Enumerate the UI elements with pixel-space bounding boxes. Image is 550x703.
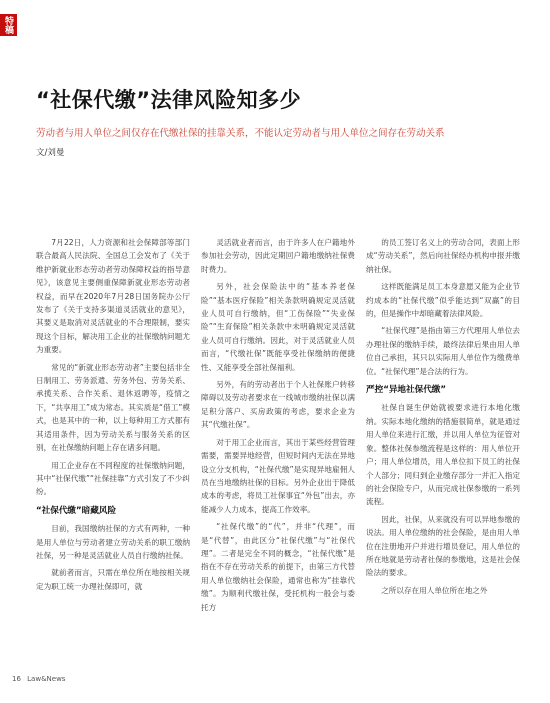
paragraph: 另外，有的劳动者出于个人社保账户转移障碍以及劳动者要求在一线城市缴纳社保以满足积分落户、买房政策的考虑，要求企业为其“代缴社保”。 [201,380,355,430]
paragraph: 灵活就业者而言，由于许多人在户籍地外参加社会劳动，因此定期回户籍地缴纳社保费时费力。 [201,238,355,274]
text-column-2 [201,236,355,618]
section-heading: 严控“异地社保代缴” [366,385,447,396]
article-title: “社保代缴”法律风险知多少 [36,88,302,112]
paragraph: 因此，社保，从来就没有可以异地参缴的说法。用人单位缴纳的社会保险，是由用人单位在注册地开户并进行增员登记，用人单位的所在地就是劳动者社保的参缴地，这是社会保险法的要求。 [366,514,520,578]
paragraph: 之所以存在用人单位所在地之外 [381,585,488,595]
paragraph: 7月22日，人力资源和社会保障部等部门联合最高人民法院、全国总工会发布了《关于维护新就业形态劳动者劳动保障权益的指导意见》，该意见主要侧重保障新就业形态劳动者权益，而早在2020年7月28日国务院办公厅发布了《关于支持多渠道灵活就业的意见》，其要义是取消对灵活就业的不合理限制，要实现这个目标，解决用工企业的社保缴纳问题尤为重要。 [36,238,190,355]
paragraph: “社保代缴”的“代”，并非“代理”，而是“代替”，由此区分“社保代缴”与“社保代理”。二者是完全不同的概念，“社保代缴”是指在不存在劳动关系的前提下，由第三方代替用人单位缴纳社会保险，通常也称为“挂靠代缴”。为顺利代缴社保，受托机构一般会与委托方 [201,522,355,612]
section-tab: 特稿 [0,14,17,36]
text-column-3 [366,236,520,601]
magazine-name: Law&News [27,675,66,683]
paragraph: 社保自诞生伊始就被要求进行本地化缴纳。实际本地化缴纳的措施很简单，就是通过用人单位来进行汇缴，并以用人单位为征管对象。整体社保参缴流程是这样的：用人单位开户；用人单位增员，用人单位扣下员工的社保个人部分；同归到企业缴存部分一并汇入指定的社会保险专户，从而完成社保参缴的一系列流程。 [366,403,520,507]
paragraph: 目前，我国缴纳社保的方式有两种，一种是用人单位与劳动者建立劳动关系的职工缴纳社保，另一种是灵活就业人员自行缴纳社保。 [36,524,190,560]
article-author: 文/刘曼 [36,148,65,158]
paragraph: 另外，社会保险法中的“基本养老保险”“基本医疗保险”相关条款明确规定灵活就业人员可自行缴纳，但“工伤保险”“失业保险”“生育保险”相关条款中未明确规定灵活就业人员可自行缴纳。因此，对于灵活就业人员而言，“代缴社保”既能享受社保缴纳的便捷性、又能享受全部社保福利。 [201,282,355,372]
page-number: 16 [12,675,21,683]
paragraph: “社保代理”是指由第三方代理用人单位去办理社保的缴纳手续，最终法律后果由用人单位自己承担，其只以实际用人单位作为缴费单位。“社保代理”是合法的行为。 [366,326,520,376]
paragraph: 常见的“新就业形态劳动者”主要包括非全日制用工、劳务派遣、劳务外包、劳务关系、承揽关系、合作关系、退休返聘等，疫情之下，“共享用工”成为常态。其实质是“借工”模式，也是其中的一种，以上每种用工方式都有其适用条件，因为劳动关系与服务关系的区别，在社保缴纳问题上存在诸多问题。 [36,362,190,453]
page-footer [12,675,69,683]
paragraph: 用工企业存在不同程度的社保缴纳问题，其中“社保代缴”“社保挂靠”方式引发了不少纠纷。 [36,460,190,497]
paragraph: 就前者而言，只需在单位所在地按相关规定为职工统一办理社保即可，就 [36,568,190,591]
section-heading: “社保代缴”暗藏风险 [36,505,117,516]
paragraph: 这样既能满足员工本身意愿又能为企业节约成本的“社保代缴”似乎能达到“双赢”的目的，但是操作中却暗藏着法律风险。 [366,282,520,319]
article-subtitle: 劳动者与用人单位之间仅存在代缴社保的挂靠关系，不能认定劳动者与用人单位之间存在劳动关系 [36,128,445,139]
text-column-1 [36,236,190,597]
paragraph: 的员工签订名义上的劳动合同，表面上形成“劳动关系”，然后向社保经办机构申报并缴纳社保。 [366,238,520,274]
paragraph: 对于用工企业而言，其出于某些经营管理需要，需要异地经营，但短时间内无法在异地设立分支机构，“社保代缴”是实现异地雇佣人员在当地缴纳社保的目标。另外企业出于降低成本的考虑，将员工社保事宜“外包”出去，亦能减少人力成本，提高工作效率。 [201,437,355,514]
